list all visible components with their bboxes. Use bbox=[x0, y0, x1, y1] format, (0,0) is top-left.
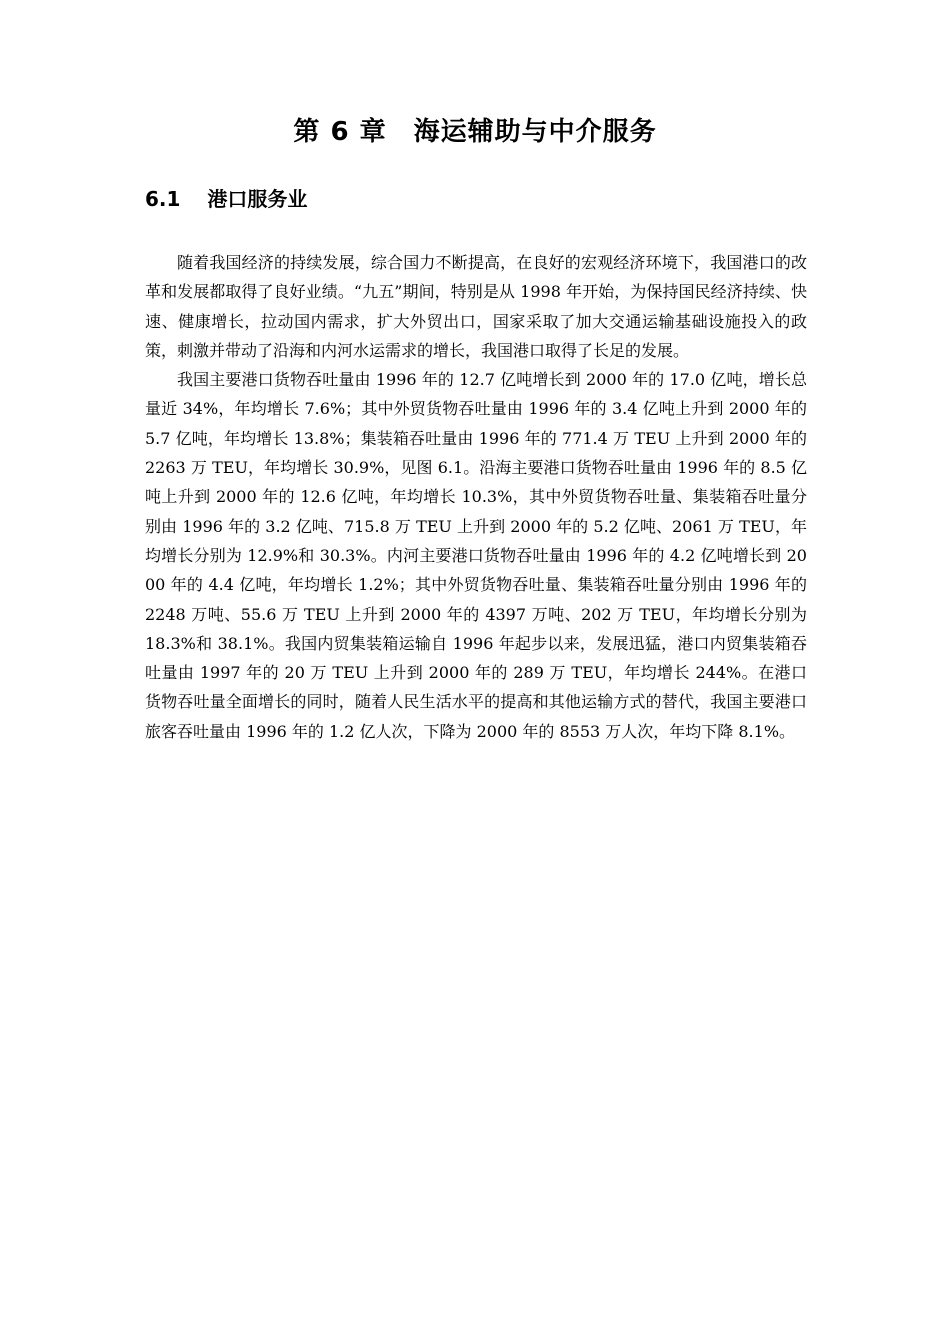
section-title: 6.1 港口服务业 bbox=[145, 187, 308, 211]
body-text bbox=[145, 248, 807, 746]
chapter-title: 第 6 章 海运辅助与中介服务 bbox=[293, 117, 657, 147]
paragraph-intro: 随着我国经济的持续发展，综合国力不断提高，在良好的宏观经济环境下，我国港口的改革和发展都取得了良好业绩。“九五”期间，特别是从 1998 年开始，为保持国民经济持续、快速、健康增长，拉动国内需求，扩大外贸出口，国家采取了加大交通运输基础设施投入的政策，刺激并带动了沿海和内河水运需求的增长，我国港口取得了长足的发展。 bbox=[145, 253, 807, 360]
paragraph-throughput-statistics: 我国主要港口货物吞吐量由 1996 年的 12.7 亿吨增长到 2000 年的 17.0 亿吨，增长总量近 34%，年均增长 7.6%；其中外贸货物吞吐量由 1996 年的 3.4 亿吨上升到 2000 年的 5.7 亿吨，年均增长 13.8%；集装箱吞吐量由 1996 年的 771.4 万 TEU 上升到 2000 年的 2263 万 TEU，年均增长 30.9%，见图 6.1。沿海主要港口货物吞吐量由 1996 年的 8.5 亿吨上升到 2000 年的 12.6 亿吨，年均增长 10.3%，其中外贸货物吞吐量、集装箱吞吐量分别由 1996 年的 3.2 亿吨、715.8 万 TEU 上升到 2000 年的 5.2 亿吨、2061 万 TEU，年均增长分别为 12.9%和 30.3%。内河主要港口货物吞吐量由 1996 年的 4.2 亿吨增长到 2000 年的 4.4 亿吨，年均增长 1.2%；其中外贸货物吞吐量、集装箱吞吐量分别由 1996 年的 2248 万吨、55.6 万 TEU 上升到 2000 年的 4397 万吨、202 万 TEU，年均增长分别为 18.3%和 38.1%。我国内贸集装箱运输自 1996 年起步以来，发展迅猛，港口内贸集装箱吞吐量由 1997 年的 20 万 TEU 上升到 2000 年的 289 万 TEU，年均增长 244%。在港口货物吞吐量全面增长的同时，随着人民生活水平的提高和其他运输方式的替代，我国主要港口旅客吞吐量由 1996 年的 1.2 亿人次，下降为 2000 年的 8553 万人次，年均下降 8.1%。 bbox=[145, 370, 807, 741]
